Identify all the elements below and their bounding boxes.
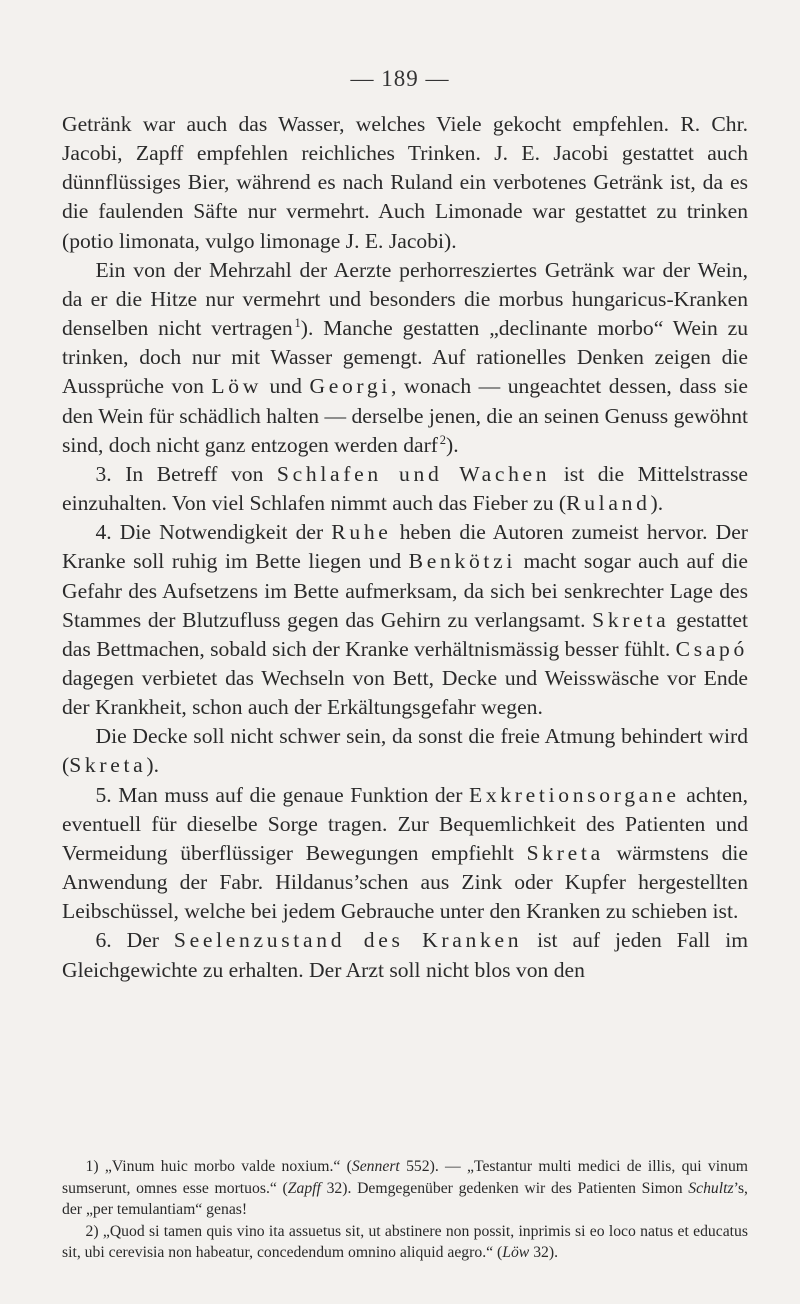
paragraph-wine: Ein von der Mehrzahl der Aerzte perhorresziertes Getränk war der Wein, da er die Hitze nur vermehrt und besonders die morbus hungaricus-Kranken denselben nicht vertragen $^1$). Manche gestatten „declinante morbo“ Wein zu trinken, doch nur mit Wasser gemengt. Auf rationelles Denken zeigen die Aussprüche von Löw und Georgi, wonach — ungeachtet dessen, dass sie den Wein für schädlich halten — derselbe jenen, die an seinen Genuss gewöhnt sind, doch nicht ganz entzogen werden darf $^2$). — [62, 257, 748, 457]
paragraph-rest: 4. Die Notwendigkeit der Ruhe heben die Autoren zumeist hervor. Der Kranke soll ruhig im Bette liegen und Benkötzi macht sogar auch auf die Gefahr des Aufsetzens im Bette aufmerksam, da sich bei senkrechter Lage des Stammes der Blutzufluss gegen das Gehirn zu verlangsamt. Skreta gestattet das Bettmachen, sobald sich der Kranke verhältnismässig besser fühlt. Csapó dagegen verbietet das Wechseln von Bett, Decke und Weisswäsche vor Ende der Krankheit, schon auch der Erkältungsgefahr wegen. — [62, 520, 748, 720]
footnote-1: 1) „Vinum huic morbo valde noxium.“ (Sennert 552). — „Testantur multi medici de illis, qui vinum sumserunt, omnes esse mortuos.“ (Zapff 32). Demgegenüber gedenken wir des Patienten Simon Schultz’s, der „per temulantiam“ genas! — [62, 1158, 748, 1219]
footnotes — [62, 1156, 748, 1264]
main-text — [62, 110, 748, 985]
footnote-ref-2[interactable]: 2 — [439, 432, 447, 447]
paragraph-excretion: 5. Man muss auf die genaue Funktion der Exkretionsorgane achten, eventuell für dieselbe Sorge tragen. Zur Bequemlichkeit des Patienten und Vermeidung überflüssiger Bewegungen empfiehlt Skreta wärmstens die Anwendung der Fabr. Hildanus’schen aus Zink oder Kupfer hergestellten Leibschüssel, welche bei jedem Gebrauche unter den Kranken zu schieben ist. — [62, 782, 748, 924]
paragraph-blanket: Die Decke soll nicht schwer sein, da sonst die freie Atmung behindert wird (Skreta). — [62, 724, 748, 778]
footnote-ref-1[interactable]: 1 — [294, 316, 301, 331]
page-number: — 189 — — [350, 66, 450, 91]
paragraph-sleep: 3. In Betreff von Schlafen und Wachen ist die Mittelstrasse einzuhalten. Von viel Schlafen nimmt auch das Fieber zu (Ruland). — [62, 461, 748, 516]
footnote-2: 2) „Quod si tamen quis vino ita assuetus sit, ut abstinere non possit, inprimis si eo loco natus et educatus sit, ubi cerevisia non habeatur, concedendum omnino aliquid aegro.“ (Löw 32). — [62, 1222, 748, 1262]
paragraph-mental-state: 6. Der Seelenzustand des Kranken ist auf jeden Fall im Gleichgewichte zu erhalten. Der Arzt soll nicht blos von den — [62, 928, 748, 982]
paragraph-drinks: Getränk war auch das Wasser, welches Viele gekocht empfehlen. R. Chr. Jacobi, Zapff empfehlen reichliches Trinken. J. E. Jacobi gestattet auch dünnflüssiges Bier, während es nach Ruland ein verbotenes Getränk ist, da es die faulenden Säfte nur vermehrt. Auch Limonade war gestattet zu trinken (potio limonata, vulgo limonage J. E. Jacobi). — [62, 112, 748, 253]
